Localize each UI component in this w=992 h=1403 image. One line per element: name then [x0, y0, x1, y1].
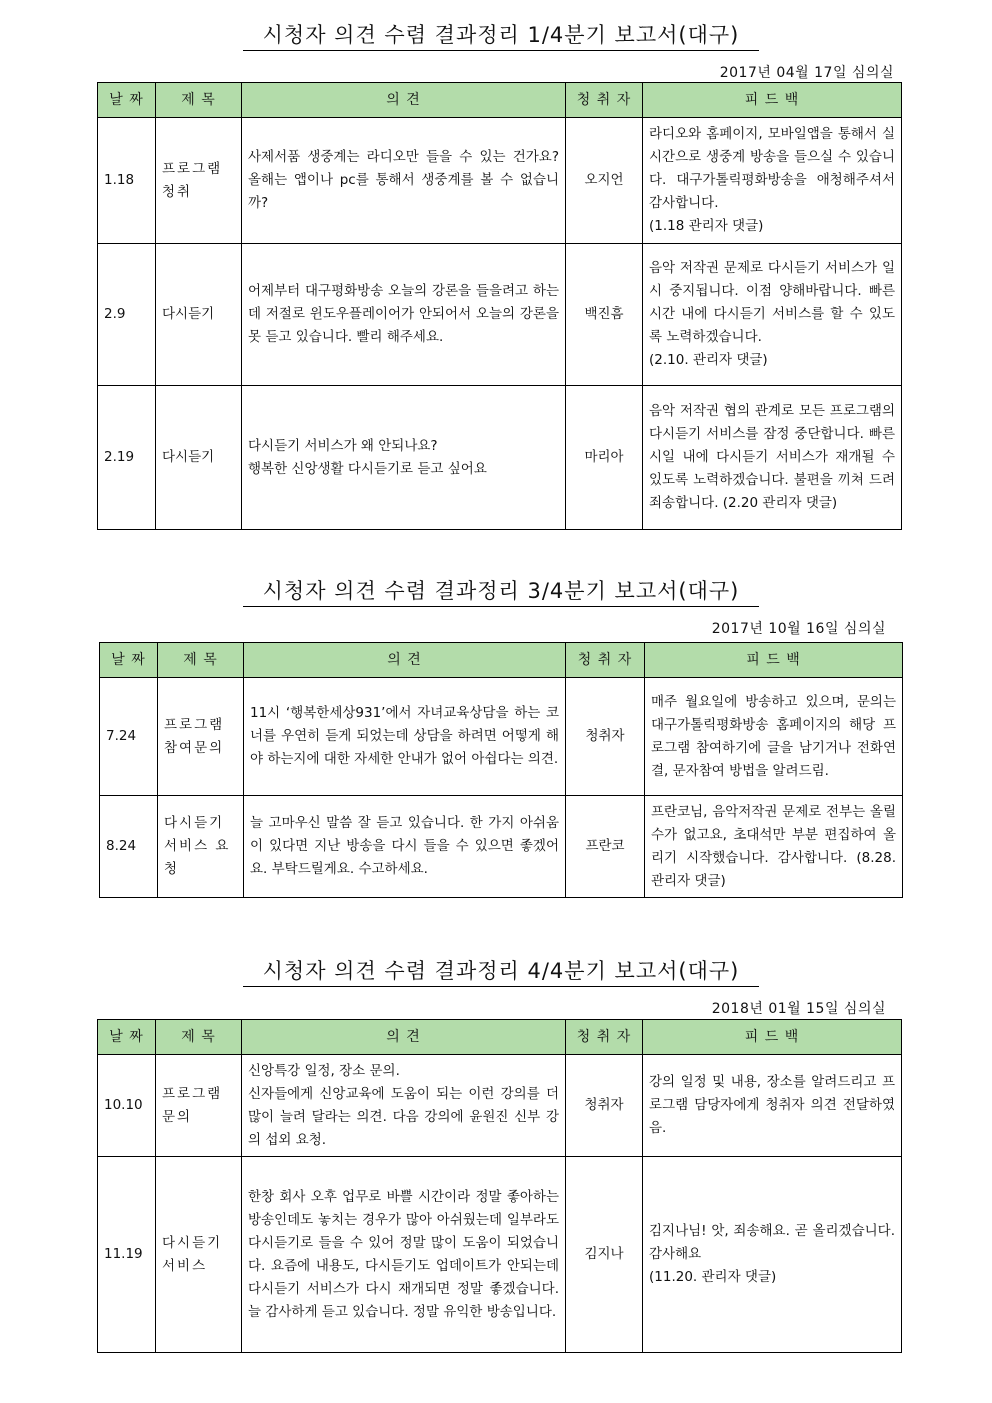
row-feedback — [643, 1055, 902, 1157]
row-feedback-text: 프란코님, 음악저작권 문제로 전부는 올릴 수가 없고요, 초대석만 부분 편집하여 올리기 시작했습니다. 감사합니다. (8.28. 관리자 댓글) — [651, 803, 896, 889]
row-feedback-text: 음악 저작권 협의 관계로 모든 프로그램의 다시듣기 서비스를 잠정 중단합니다. 빠른 시일 내에 다시듣기 서비스가 재개될 수 있도록 노력하겠습니다. 불편을 끼쳐 드려 죄송합니다. (2.20 관리자 댓글) — [649, 403, 895, 511]
row-date: 10.10 — [98, 1055, 156, 1157]
row-feedback — [645, 678, 903, 796]
row-date: 2.19 — [98, 386, 156, 530]
report-title-q3: 시청자 의견 수렴 결과정리 3/4분기 보고서(대구) — [243, 578, 759, 607]
row-title — [158, 796, 244, 898]
header-title: 제 목 — [156, 83, 242, 118]
row-listener: 청취자 — [566, 678, 645, 796]
header-feedback: 피 드 백 — [645, 643, 903, 678]
row-listener: 백진흠 — [566, 244, 643, 386]
header-listener: 청 취 자 — [566, 83, 643, 118]
row-title-text: 프로그램 문의 — [162, 1085, 223, 1125]
header-feedback: 피 드 백 — [643, 1020, 902, 1055]
row-opinion — [242, 386, 566, 530]
header-opinion: 의 견 — [242, 1020, 566, 1055]
row-title — [156, 1157, 242, 1353]
row-feedback-text: 매주 월요일에 방송하고 있으며, 문의는 대구가톨릭평화방송 홈페이지의 해당 프로그램 참여하기에 글을 남기거나 전화연결, 문자참여 방법을 알려드림. — [651, 693, 896, 779]
row-opinion — [244, 678, 566, 796]
table-header-row — [98, 1020, 902, 1055]
row-date: 11.19 — [98, 1157, 156, 1353]
row-opinion — [242, 118, 566, 244]
header-opinion: 의 견 — [244, 643, 566, 678]
report-title-q1: 시청자 의견 수렴 결과정리 1/4분기 보고서(대구) — [243, 22, 759, 51]
report-table-q1 — [97, 82, 902, 530]
row-title — [158, 678, 244, 796]
row-feedback-text: 김지나님! 앗, 죄송해요. 곧 올리겠습니다. 감사해요 (11.20. 관리자 댓글) — [649, 1223, 895, 1285]
header-date: 날 짜 — [98, 1020, 156, 1055]
row-title-text: 프로그램 청취 — [162, 160, 223, 200]
row-feedback — [643, 386, 902, 530]
row-date: 1.18 — [98, 118, 156, 244]
header-listener: 청 취 자 — [566, 643, 645, 678]
row-title-text: 다시듣기 — [162, 306, 215, 322]
row-opinion-text: 사제서품 생중계는 라디오만 들을 수 있는 건가요? 올해는 앱이나 pc를 통해서 생중계를 볼 수 없습니까? — [248, 149, 559, 211]
row-opinion-text: 다시듣기 서비스가 왜 안되나요? 행복한 신앙생활 다시듣기로 듣고 싶어요 — [248, 437, 487, 477]
table-row — [98, 244, 902, 386]
table-row — [98, 386, 902, 530]
row-opinion-text: 늘 고마우신 말씀 잘 듣고 있습니다. 한 가지 아쉬움이 있다면 지난 방송을 다시 들을 수 있으면 좋겠어요. 부탁드릴게요. 수고하세요. — [250, 815, 559, 877]
report-meta-q3: 2017년 10월 16일 심의실 — [711, 621, 886, 637]
header-title: 제 목 — [158, 643, 244, 678]
row-date: 8.24 — [100, 796, 158, 898]
report-meta-q1: 2017년 04월 17일 심의실 — [719, 65, 894, 81]
row-opinion — [244, 796, 566, 898]
report-table-q4 — [97, 1019, 902, 1353]
row-opinion-text: 어제부터 대구평화방송 오늘의 강론을 들을려고 하는데 저절로 윈도우플레이어가 안되어서 오늘의 강론을 못 듣고 있습니다. 빨리 해주세요. — [248, 283, 559, 345]
row-listener: 김지나 — [566, 1157, 643, 1353]
header-listener: 청 취 자 — [566, 1020, 643, 1055]
row-feedback — [643, 118, 902, 244]
table-header-row — [98, 83, 902, 118]
row-feedback-text: 라디오와 홈페이지, 모바일앱을 통해서 실시간으로 생중계 방송을 들으실 수 있습니다. 대구가톨릭평화방송을 애청해주셔서 감사합니다. (1.18 관리자 댓글) — [649, 126, 895, 234]
header-date: 날 짜 — [98, 83, 156, 118]
row-opinion-text: 신앙특강 일정, 장소 문의. 신자들에게 신앙교육에 도움이 되는 이런 강의를 더 많이 늘려 달라는 의견. 다음 강의에 윤원진 신부 강의 섭외 요청. — [248, 1062, 559, 1148]
row-opinion — [242, 1157, 566, 1353]
row-title-text: 다시듣기 서비스 — [162, 1234, 223, 1274]
report-meta-q4: 2018년 01월 15일 심의실 — [711, 1001, 886, 1017]
row-listener: 오지언 — [566, 118, 643, 244]
row-title-text: 다시듣기 서비스 요청 — [164, 815, 231, 877]
header-title: 제 목 — [156, 1020, 242, 1055]
table-row — [98, 1157, 902, 1353]
row-listener: 마리아 — [566, 386, 643, 530]
row-date: 2.9 — [98, 244, 156, 386]
row-listener: 프란코 — [566, 796, 645, 898]
row-feedback-text: 음악 저작권 문제로 다시듣기 서비스가 일시 중지됩니다. 이점 양해바랍니다. 빠른 시간 내에 다시듣기 서비스를 할 수 있도록 노력하겠습니다. (2.10. 관리자 댓글) — [649, 260, 895, 368]
row-title-text: 다시듣기 — [162, 449, 215, 465]
report-title-q4: 시청자 의견 수렴 결과정리 4/4분기 보고서(대구) — [243, 958, 759, 987]
header-date: 날 짜 — [100, 643, 158, 678]
table-row — [98, 118, 902, 244]
row-title — [156, 244, 242, 386]
row-title — [156, 118, 242, 244]
table-row — [100, 796, 903, 898]
row-feedback — [643, 1157, 902, 1353]
row-feedback-text: 강의 일정 및 내용, 장소를 알려드리고 프로그램 담당자에게 청취자 의견 전달하였음. — [649, 1074, 895, 1136]
header-feedback: 피 드 백 — [643, 83, 902, 118]
row-opinion-text: 11시 ‘행복한세상931’에서 자녀교육상담을 하는 코너를 우연히 듣게 되었는데 상담을 하려면 어떻게 해야 하는지에 대한 자세한 안내가 없어 아쉽다는 의견. — [250, 705, 559, 767]
row-opinion — [242, 1055, 566, 1157]
row-title — [156, 386, 242, 530]
row-title — [156, 1055, 242, 1157]
row-feedback — [643, 244, 902, 386]
row-opinion-text: 한창 회사 오후 업무로 바쁠 시간이라 정말 좋아하는 방송인데도 놓치는 경우가 많아 아쉬웠는데 일부라도 다시듣기로 들을 수 있어 정말 많이 도움이 되었습니다. 요즘에 내용도, 다시듣기도 업데이트가 안되는데 다시듣기 서비스가 다시 재개되면 정말 좋겠습니다. 늘 감사하게 듣고 있습니다. 정말 유익한 방송입니다. — [248, 1188, 559, 1320]
row-listener: 청취자 — [566, 1055, 643, 1157]
report-table-q3 — [99, 642, 903, 898]
table-row — [98, 1055, 902, 1157]
row-opinion — [242, 244, 566, 386]
row-feedback — [645, 796, 903, 898]
row-date: 7.24 — [100, 678, 158, 796]
table-header-row — [100, 643, 903, 678]
row-title-text: 프로그램 참여문의 — [164, 716, 225, 756]
header-opinion: 의 견 — [242, 83, 566, 118]
table-row — [100, 678, 903, 796]
